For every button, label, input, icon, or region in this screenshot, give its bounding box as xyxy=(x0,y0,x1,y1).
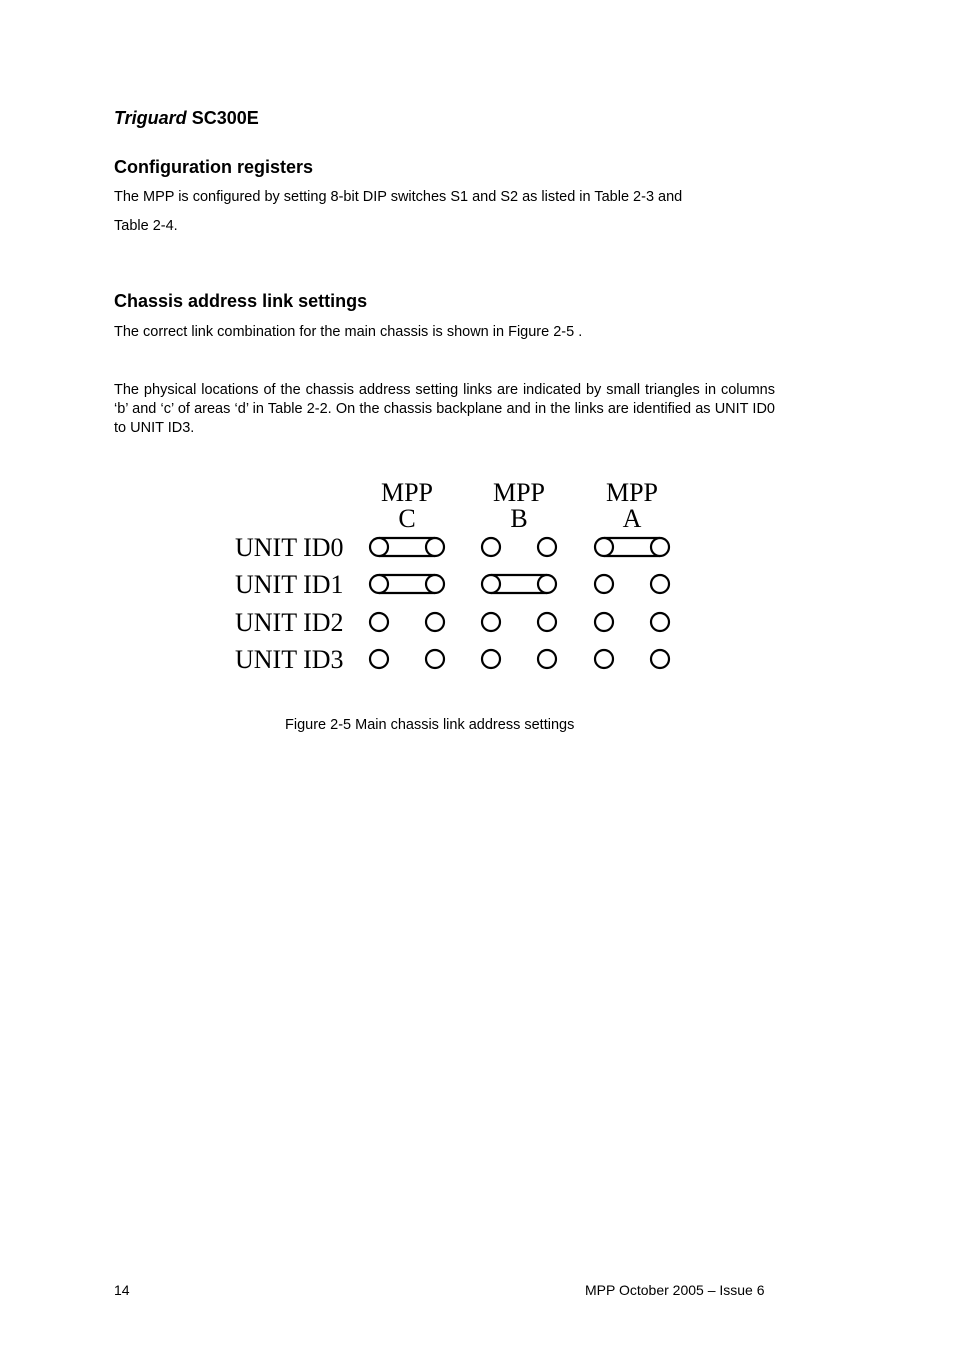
link-pin-circle xyxy=(595,613,613,631)
config-line-1: The MPP is configured by setting 8-bit DIP switches S1 and S2 as listed in Table 2-3 and xyxy=(114,189,683,205)
footer-doc-info: MPP October 2005 – Issue 6 xyxy=(585,1282,765,1298)
title-product-family: Triguard xyxy=(114,108,187,128)
figure-caption: Figure 2-5 Main chassis link address settings xyxy=(285,717,575,733)
link-pin-circle xyxy=(538,613,556,631)
link-pin-circle xyxy=(595,538,613,556)
link-pin-circle xyxy=(370,613,388,631)
link-pin-circle xyxy=(595,650,613,668)
unit-id-label: UNIT ID0 xyxy=(235,533,344,562)
link-pin-circle xyxy=(426,538,444,556)
link-pin-circle xyxy=(370,650,388,668)
chassis-heading: Chassis address link settings xyxy=(114,291,368,311)
column-header-line1: MPP xyxy=(605,478,659,507)
link-pin-circle xyxy=(370,575,388,593)
link-pin-circle xyxy=(482,613,500,631)
link-pin-circle xyxy=(482,538,500,556)
config-heading: Configuration registers xyxy=(114,157,314,177)
link-pin-circle xyxy=(426,650,444,668)
unit-id-label: UNIT ID1 xyxy=(235,570,344,599)
config-line-2: Table 2-4. xyxy=(114,218,178,234)
link-settings-figure xyxy=(0,470,954,710)
link-pin-circle xyxy=(538,575,556,593)
column-header-line1: MPP xyxy=(492,478,546,507)
link-pin-circle xyxy=(426,575,444,593)
link-pin-circle xyxy=(651,613,669,631)
chassis-paragraph-1: The correct link combination for the main chassis is shown in Figure 2-5 . xyxy=(114,324,583,340)
link-pin-circle xyxy=(651,575,669,593)
unit-id-label: UNIT ID2 xyxy=(235,608,344,637)
link-pin-circle xyxy=(538,650,556,668)
link-pin-circle xyxy=(595,575,613,593)
column-header-line1: MPP xyxy=(380,478,434,507)
link-pin-circle xyxy=(482,575,500,593)
link-pin-circle xyxy=(482,650,500,668)
link-pin-circle xyxy=(370,538,388,556)
title-model: SC300E xyxy=(186,108,259,128)
link-pin-circle xyxy=(426,613,444,631)
link-pin-circle xyxy=(651,538,669,556)
column-header-line2: A xyxy=(622,504,642,533)
chassis-paragraph-2: The physical locations of the chassis address setting links are indicated by small triangles in columns ‘b’ and ‘c’ of areas ‘d’ in Table 2-2. On the chassis backplane and in the links are identified as UNIT ID0 to UNIT ID3. xyxy=(114,382,775,436)
unit-id-label: UNIT ID3 xyxy=(235,645,344,674)
link-pin-circle xyxy=(538,538,556,556)
link-pin-circle xyxy=(651,650,669,668)
document-title xyxy=(114,108,259,129)
column-header-line2: B xyxy=(510,504,528,533)
column-header-line2: C xyxy=(398,504,416,533)
page-number: 14 xyxy=(114,1282,130,1298)
